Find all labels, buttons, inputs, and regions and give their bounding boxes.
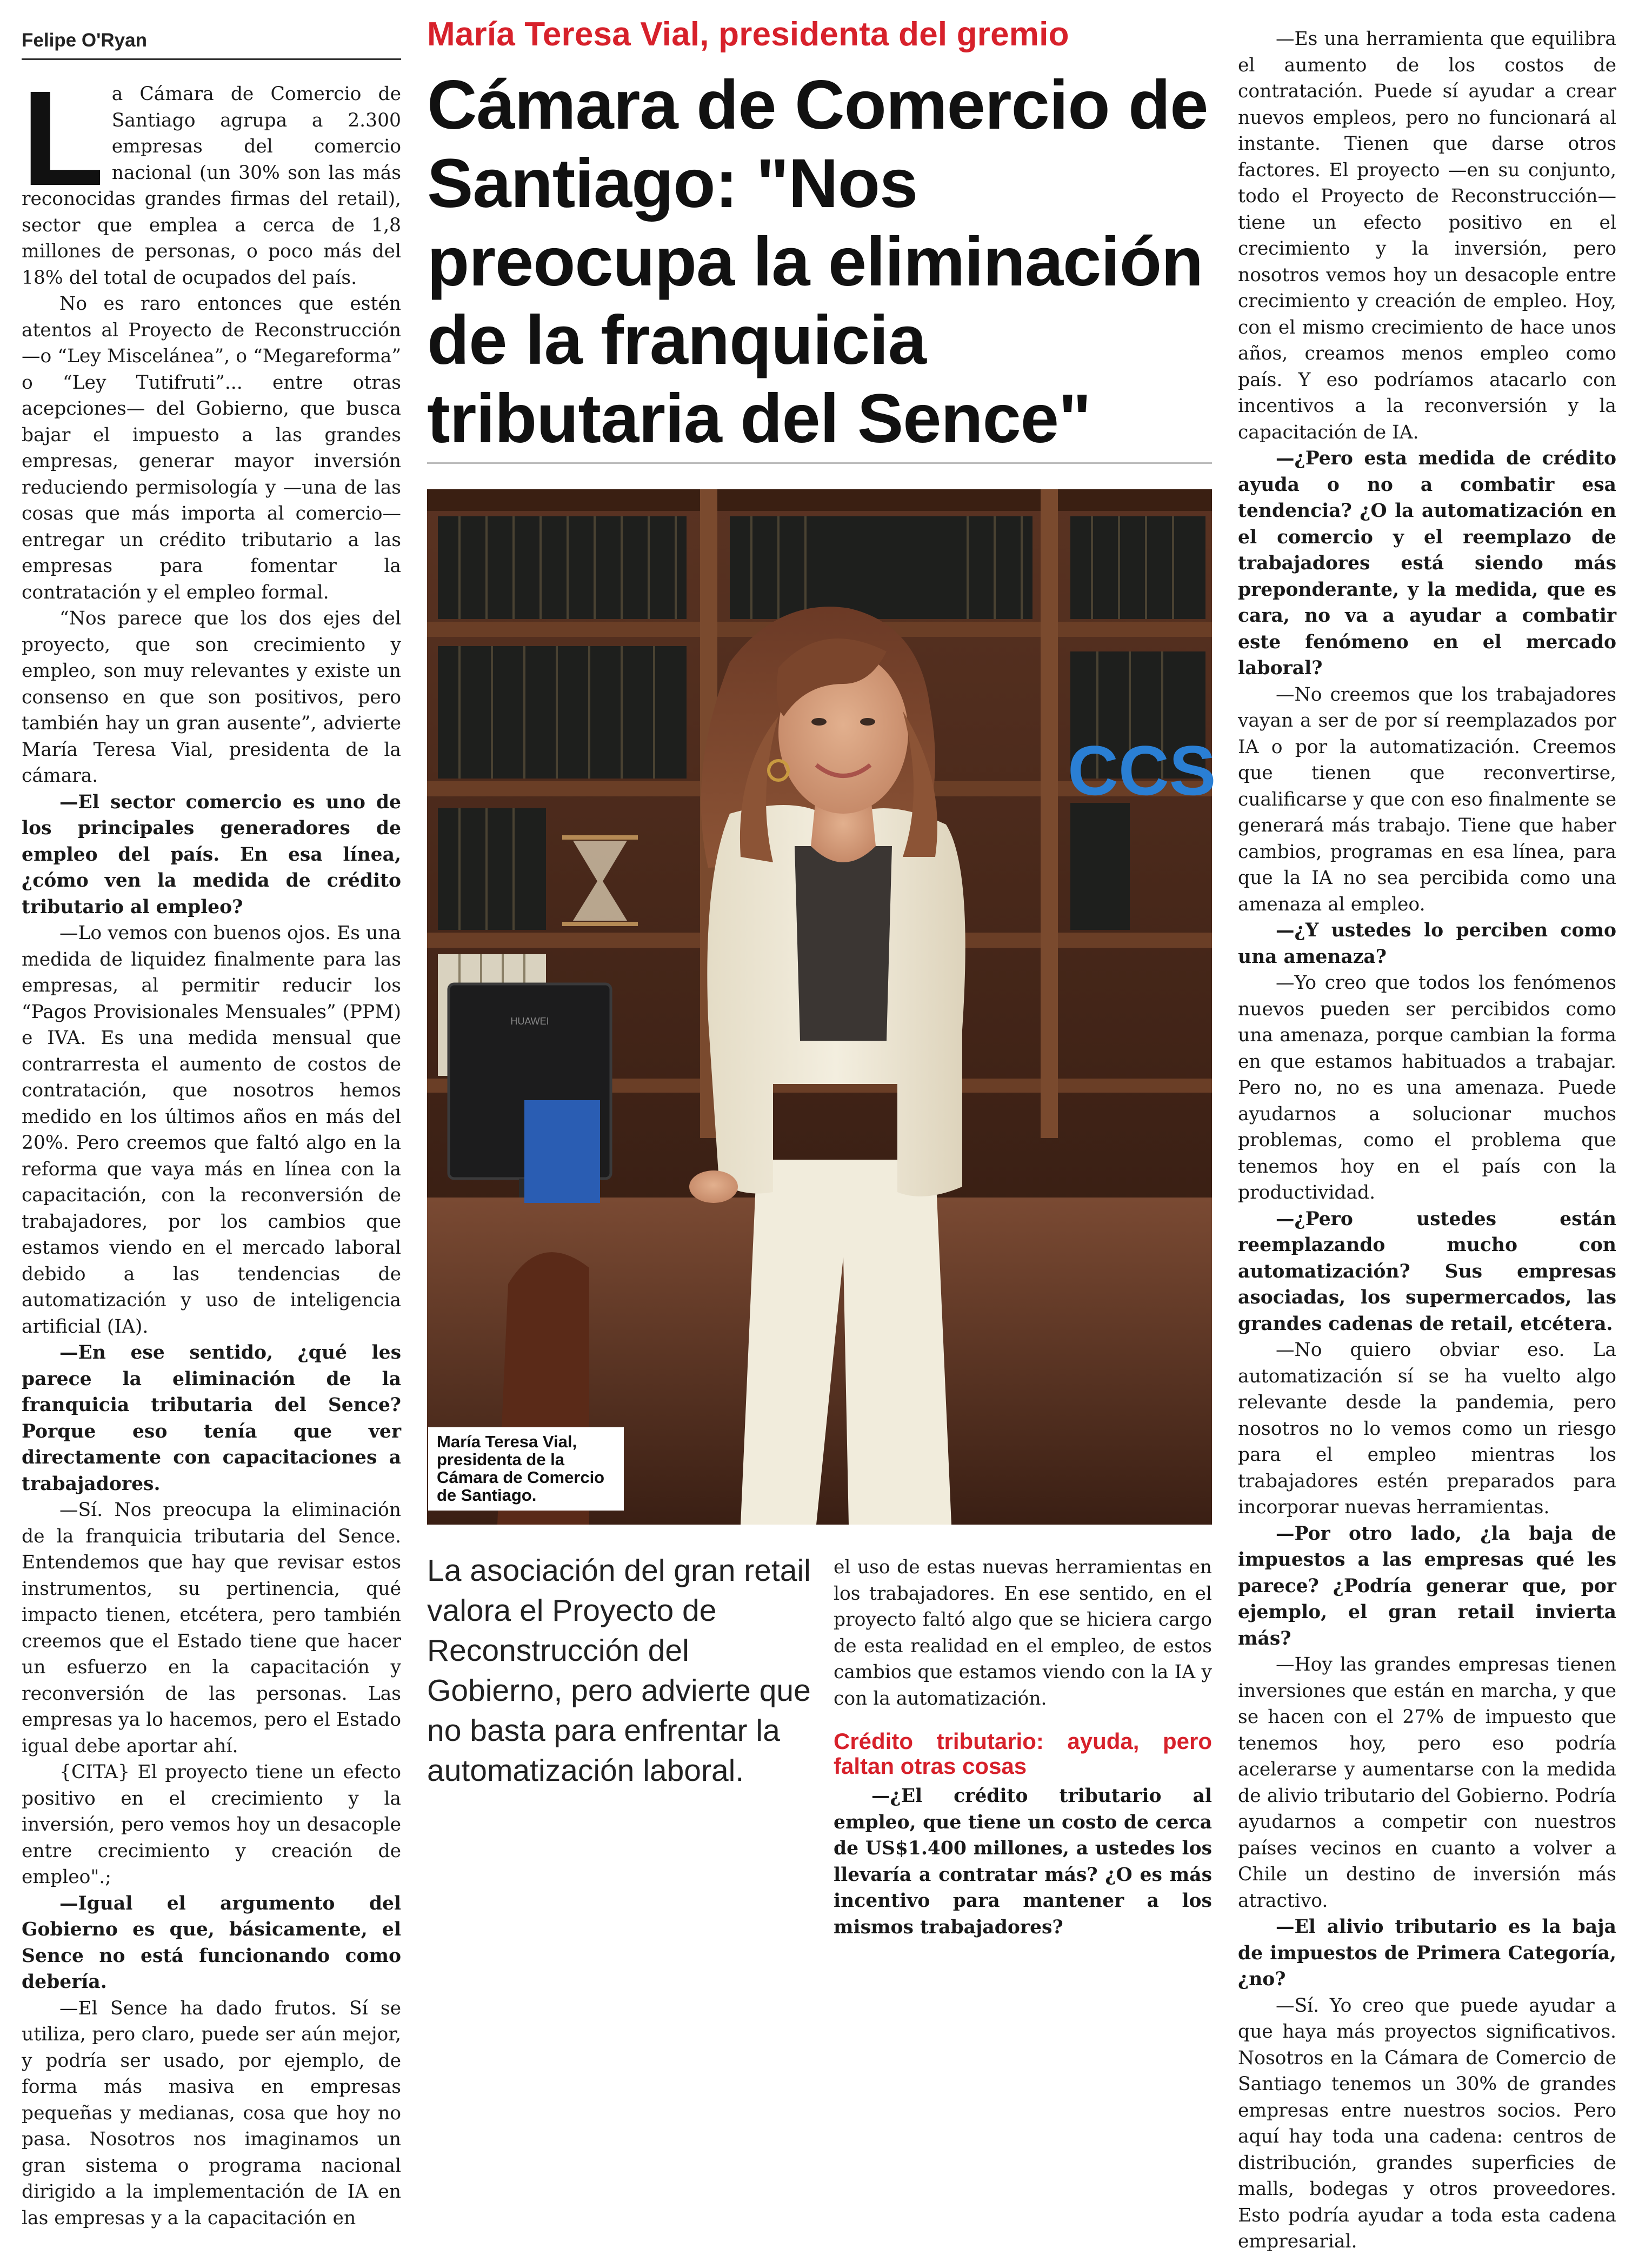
section-subhead: Crédito tributario: ayuda, pero faltan otras cosas [834,1728,1212,1779]
headline-rule [427,462,1212,464]
portrait-photo [427,489,1216,1525]
lead-text: a Cámara de Comercio de Santiago agrupa a 2.300 empresas del comercio nacional (un 30% son las más reconocidas grandes firmas del retail), sector que emplea a cerca de 1,8 millones de personas, o poco más del 18% del total de ocupados del país. [22,83,401,289]
interview-answer: —Es una herramienta que equilibra el aumento de los costos de contratación. Puede sí ayudar a crear nuevos empleos, pero no funcionará al instante. Tienen que darse otros factores. El proyecto —en su conjunto, todo el Proyecto de Reconstrucción— tiene un efecto positivo en el crecimiento y la inversión, pero nosotros vemos hoy un desacople entre crecimiento y creación de empleo. Hoy, con el mismo crecimiento de hace unos años, creamos menos empleo como país. Y eso podríamos atacarlo con incentivos a la reconversión y la capacitación de IA. [1238,28,1616,443]
interview-question: —Igual el argumento del Gobierno es que, básicamente, el Sence no está funcionando como debería. [22,1892,401,1993]
interview-question: —¿El crédito tributario al empleo, que tiene un costo de cerca de US$1.400 millones, a ustedes los llevaría a contratar más? ¿O es más incentivo para mantener a los mismos trabajadores? [834,1785,1212,1938]
interview-question: —¿Y ustedes lo perciben como una amenaza? [1238,920,1616,968]
headline: Cámara de Comercio de Santiago: "Nos preocupa la eliminación de la franquicia tributaria del Sence" [427,66,1208,457]
paragraph: “Nos parece que los dos ejes del proyecto, que son crecimiento y empleo, son muy relevantes y existe un consenso en que son positivos, pero también hay un gran ausente”, advierte María Teresa Vial, presidenta de la cámara. [22,608,401,787]
drop-cap: L [22,63,104,214]
byline: Felipe O'Ryan [22,30,147,51]
interview-answer: —No creemos que los trabajadores vayan a ser de por sí reemplazados por IA o por la automatización. Creemos que tienen que reconvertirse, cualificarse y que con eso finalmente se generará más trabajo. Tiene que haber cambios, programas en esa línea, para que la IA no sea percibida como una amenaza al empleo. [1238,683,1616,915]
interview-question: —¿Pero esta medida de crédito ayuda o no a combatir esa tendencia? ¿O la automatización en el comercio y el reemplazo de trabajadores está siendo más preponderante, y la medida, que es cara, no va a ayudar a combatir este fenómeno en el mercado laboral? [1238,448,1616,679]
middle-column [834,1554,1212,1940]
lead-paragraph [22,63,401,291]
interview-answer: —El Sence ha dado frutos. Sí se utiliza, pero claro, puede ser aún mejor, y podría ser usado, por ejemplo, de forma más masiva en empresas pequeñas y medianas, cosa que hoy no pasa. Nosotros nos imaginamos un gran sistema o programa nacional dirigido a la implementación de IA en las empresas y a la capacitación en [22,1997,401,2229]
byline-rule [22,58,401,60]
interview-question: —En ese sentido, ¿qué les parece la eliminación de la franquicia tributaria del Sence? Porque eso tenía que ver directamente con capacitaciones a trabajadores. [22,1342,401,1495]
kicker: María Teresa Vial, presidenta del gremio [427,16,1069,53]
photo-caption: María Teresa Vial, presidenta de la Cámara de Comercio de Santiago. [428,1427,624,1511]
ccs-sign: CCS [1068,731,1216,810]
interview-answer: —Sí. Yo creo que puede ayudar a que haya más proyectos significativos. Nosotros en la Cámara de Comercio de Santiago tenemos un 30% de grandes empresas entre nuestros socios. Pero aquí hay toda una cadena: centros de distribución, grandes superficies de malls, bodegas y otros proveedores. Esto podría ayudar a toda esta cadena empresarial. [1238,1994,1616,2252]
interview-question: —¿Pero ustedes están reemplazando mucho con automatización? Sus empresas asociadas, los supermercados, las grandes cadenas de retail, etcétera. [1238,1208,1616,1335]
interview-question: —El sector comercio es uno de los principales generadores de empleo del país. En esa línea, ¿cómo ven la medida de crédito tributario al empleo? [22,791,401,918]
interview-answer: —Hoy las grandes empresas tienen inversiones que están en marcha, y que se hacen con el 27% de impuesto que tenemos hoy, pero eso podría acelerarse y aumentarse con la medida de alivio tributario del Gobierno. Podría ayudarnos a competir con nuestros países vecinos en cuanto a volver a Chile un destino de inversión más atractivo. [1238,1654,1616,1912]
interview-answer: —Lo vemos con buenos ojos. Es una medida de liquidez finalmente para las empresas, al permitir reducir los “Pagos Provisionales Mensuales” (PPM) e IVA. Es una medida mensual que contrarresta el aumento de costos de contratación, que nosotros hemos medido en los últimos años en más del 20%. Pero creemos que faltó algo en la reforma que vaya más en línea con la capacitación, con la reconversión de trabajadores, por los cambios que estamos viendo en el mercado laboral debido a las tendencias de automatización y uso de inteligencia artificial (IA). [22,922,401,1338]
paragraph: No es raro entonces que estén atentos al Proyecto de Reconstrucción —o “Ley Miscelánea”, o “Megareforma” o “Ley Tutifruti”... entre otras acepciones— del Gobierno, que busca bajar el impuesto a las grandes empresas, generar mayor inversión reduciendo permisología y —una de las cosas que más importa al comercio— entregar un crédito tributario a las empresas para fomentar la contratación y el empleo formal. [22,293,401,603]
left-column [22,63,401,2231]
interview-question: —Por otro lado, ¿la baja de impuestos a las empresas qué les parece? ¿Podría generar que, por ejemplo, el gran retail invierta más? [1238,1522,1616,1649]
summary: La asociación del gran retail valora el Proyecto de Reconstrucción del Gobierno, pero advierte que no basta para enfrentar la automatización laboral. [427,1553,811,1788]
interview-answer: —Yo creo que todos los fenómenos nuevos pueden ser percibidos como una amenaza, porque cambian la forma en que estamos habituados a trabajar. Pero no, no es una amenaza. Puede ayudarnos a solucionar muchos problemas, como el problema que tenemos hoy en el país con la productividad. [1238,972,1616,1203]
interview-question: —El alivio tributario es la baja de impuestos de Primera Categoría, ¿no? [1238,1916,1616,1990]
monitor-brand: HUAWEI [510,1016,549,1027]
book-on-desk [524,1100,600,1203]
interview-answer: —No quiero obviar eso. La automatización sí se ha vuelto algo relevante desde la pandemia, pero nosotros no lo vemos como un riesgo para el empleo mientras los trabajadores estén preparados para incorporar nuevas herramientas. [1238,1339,1616,1518]
paragraph: el uso de estas nuevas herramientas en los trabajadores. En ese sentido, en el proyecto faltó algo que se hiciera cargo de esta realidad en el empleo, de estos cambios que estamos viendo con la IA y con la automatización. [834,1556,1212,1709]
quote-placeholder: {CITA} El proyecto tiene un efecto positivo en el crecimiento y la inversión, pero vemos hoy un desacople entre crecimiento y creación de empleo".; [22,1761,401,1888]
right-column [1238,26,1616,2255]
interview-answer: —Sí. Nos preocupa la eliminación de la franquicia tributaria del Sence. Entendemos que hay que revisar estos instrumentos, su pertinencia, qué impacto tienen, etcétera, pero también creemos que el Estado tiene que hacer un esfuerzo en la capacitación y reconversión de las personas. Las empresas ya lo hacemos, pero el Estado igual debe aportar ahí. [22,1499,401,1757]
portrait-illustration [427,489,1216,1525]
